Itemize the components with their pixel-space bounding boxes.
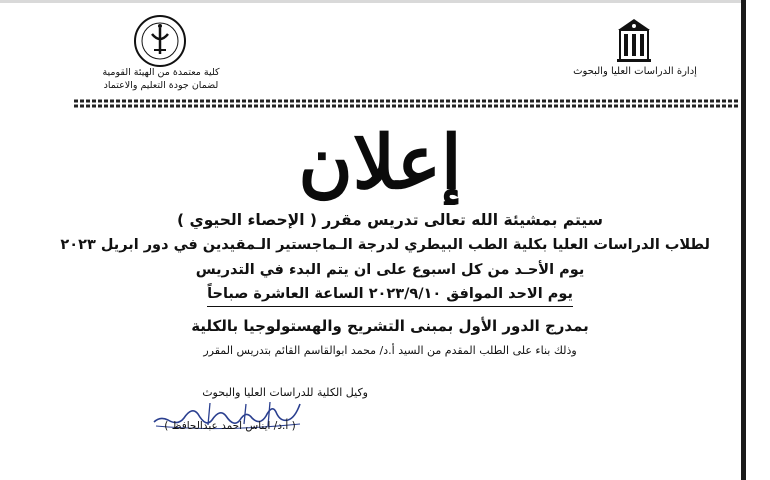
announcement-line-2: لطلاب الدراسات العليا بكلية الطب البيطري لدرجة الـماجستير الـمقيدين في دور ابريل ٢٠٢٣ (60, 237, 710, 253)
accreditation-seal-icon (133, 14, 187, 68)
right-border (741, 0, 746, 480)
letterhead (0, 0, 740, 100)
announcement-title (220, 110, 540, 205)
accreditation-line-1: كلية معتمدة من الهيئة القومية (102, 67, 220, 78)
announcement-title-text: إعلان (298, 120, 462, 205)
university-emblem-icon (614, 16, 654, 64)
announcement-line-3: يوم الأحـد من كل اسبوع على ان يتم البدء في التدريس (195, 262, 585, 278)
accreditation-line-2: لضمان جودة التعليم والاعتماد (103, 80, 219, 91)
announcement-line-6: وذلك بناء على الطلب المقدم من السيد أ.د/ محمد ابوالقاسم القائم بتدريس المقرر (203, 344, 577, 357)
announcement-line-5: بمدرج الدور الأول بمبنى التشريح والهستولوجيا بالكلية (191, 317, 589, 335)
announcement-line-4: يوم الاحد الموافق ٢٠٢٣/٩/١٠ الساعة العاشرة صباحاً (207, 283, 573, 307)
announcement-line-1: سيتم بمشيئة الله تعالى تدريس مقرر ( الإحصاء الحيوي ) (177, 211, 603, 229)
header-divider (74, 99, 740, 109)
signatory-name: ( أ.د/ ايناس احمد عبدالحافظ ) (164, 420, 296, 432)
signatory-title: وكيل الكلية للدراسات العليا والبحوث (202, 386, 368, 399)
department-name: إدارة الدراسات العليا والبحوث (573, 66, 697, 77)
announcement-body (60, 208, 710, 361)
accreditation-text (86, 66, 236, 92)
